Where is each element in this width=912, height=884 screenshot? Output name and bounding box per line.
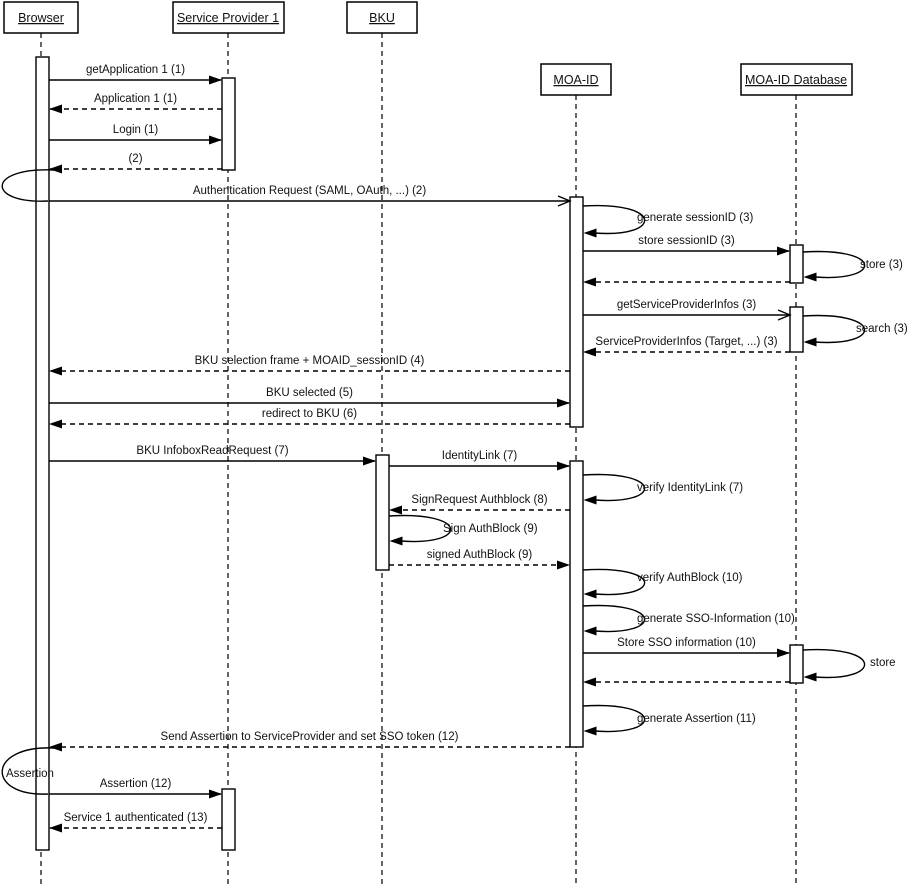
filled-arrowhead-icon — [209, 136, 222, 145]
self-message-label: store — [870, 657, 896, 669]
redirect-loop-label: Assertion — [6, 768, 54, 780]
message-application-1-1 — [49, 93, 222, 114]
message-send-assertion-to-serviceprovider-and-set-sso-token-12 — [49, 731, 570, 752]
activation-bar-moa-id — [570, 461, 583, 747]
filled-arrowhead-icon — [557, 462, 570, 471]
self-message-label: generate sessionID (3) — [637, 212, 754, 224]
filled-arrowhead-icon — [49, 420, 62, 429]
filled-arrowhead-icon — [389, 506, 402, 515]
self-loop-line — [803, 252, 865, 278]
filled-arrowhead-icon — [777, 247, 790, 256]
message-label: Service 1 authenticated (13) — [63, 812, 208, 824]
message-label: (2) — [128, 153, 143, 165]
actor-moa-id-database — [741, 64, 852, 95]
message-store-sso-information-10 — [583, 637, 790, 658]
self-loop-line — [583, 206, 645, 234]
self-message-generate-assertion-11 — [583, 706, 756, 736]
self-message-sign-authblock-9 — [389, 516, 538, 546]
filled-arrowhead-icon — [584, 590, 597, 599]
self-loop-line — [583, 475, 645, 501]
message-serviceproviderinfos-target-3 — [583, 336, 790, 357]
message-bku-selection-frame-moaid-sessionid-4 — [49, 355, 570, 376]
actor-label-browser: Browser — [18, 11, 64, 25]
self-loop-line — [803, 650, 865, 678]
self-message-generate-sessionid-3 — [583, 206, 754, 238]
filled-arrowhead-icon — [209, 790, 222, 799]
activation-bar-bku — [376, 455, 389, 570]
message-label: Assertion (12) — [99, 778, 172, 790]
self-message-store — [803, 650, 896, 682]
filled-arrowhead-icon — [49, 743, 62, 752]
message-label: Application 1 (1) — [93, 93, 178, 105]
message-label: Authentication Request (SAML, OAuth, ...) (2) — [192, 185, 427, 197]
self-message-label: store (3) — [860, 259, 903, 271]
message-getserviceproviderinfos-3 — [583, 299, 790, 320]
message-redirect-to-bku-6 — [49, 408, 570, 429]
activation-bar-moa-id-database — [790, 245, 803, 283]
message-service-1-authenticated-13 — [49, 812, 222, 833]
message-assertion-12 — [49, 778, 222, 799]
message-label: store sessionID (3) — [638, 235, 735, 247]
filled-arrowhead-icon — [584, 627, 597, 636]
filled-arrowhead-icon — [804, 338, 817, 347]
message-label: BKU InfoboxReadRequest (7) — [136, 445, 289, 457]
filled-arrowhead-icon — [49, 367, 62, 376]
message-identitylink-7 — [389, 450, 570, 471]
actor-bku — [347, 2, 417, 33]
message-return — [583, 678, 790, 687]
message-signrequest-authblock-8 — [389, 494, 570, 515]
message-label: signed AuthBlock (9) — [426, 549, 533, 561]
filled-arrowhead-icon — [557, 561, 570, 570]
message-bku-infoboxreadrequest-7 — [49, 445, 376, 466]
self-loop-line — [583, 706, 645, 732]
self-loop-line — [583, 569, 645, 594]
message-label: IdentityLink (7) — [441, 450, 518, 462]
filled-arrowhead-icon — [584, 229, 597, 238]
filled-arrowhead-icon — [584, 727, 597, 736]
filled-arrowhead-icon — [804, 673, 817, 682]
message-label: getServiceProviderInfos (3) — [616, 299, 757, 311]
actor-moa-id — [541, 64, 611, 95]
filled-arrowhead-icon — [390, 537, 403, 546]
filled-arrowhead-icon — [49, 824, 62, 833]
activation-bar-moa-id-database — [790, 307, 803, 352]
self-message-search-3 — [803, 316, 908, 347]
activation-bar-moa-id-database — [790, 645, 803, 683]
self-message-verify-authblock-10 — [583, 569, 743, 598]
message-signed-authblock-9 — [389, 549, 570, 570]
filled-arrowhead-icon — [49, 105, 62, 114]
filled-arrowhead-icon — [583, 278, 596, 287]
self-message-generate-sso-information-10 — [583, 606, 795, 636]
self-message-label: verify IdentityLink (7) — [637, 482, 744, 494]
actor-label-bku: BKU — [369, 11, 395, 25]
message-label: BKU selection frame + MOAID_sessionID (4) — [194, 355, 425, 367]
self-message-store-3 — [803, 252, 903, 282]
filled-arrowhead-icon — [584, 496, 597, 505]
filled-arrowhead-icon — [583, 348, 596, 357]
message-label: BKU selected (5) — [266, 387, 353, 399]
activation-bar-moa-id — [570, 197, 583, 427]
message-label: redirect to BKU (6) — [261, 408, 358, 420]
self-message-verify-identitylink-7 — [583, 475, 743, 505]
message-store-sessionid-3 — [583, 235, 790, 256]
actor-browser — [4, 2, 78, 33]
actor-label-moa-id-database: MOA-ID Database — [744, 73, 848, 87]
self-loop-line — [583, 606, 645, 632]
actor-label-service-provider-1: Service Provider 1 — [176, 11, 280, 25]
message-authentication-request-saml-oauth-2 — [49, 185, 570, 206]
message-getapplication-1-1 — [49, 64, 222, 85]
filled-arrowhead-icon — [557, 399, 570, 408]
message-label: ServiceProviderInfos (Target, ...) (3) — [595, 336, 778, 348]
self-message-label: verify AuthBlock (10) — [637, 572, 743, 584]
message-login-1 — [49, 124, 222, 145]
message-label: getApplication 1 (1) — [85, 64, 186, 76]
self-message-label: Sign AuthBlock (9) — [443, 523, 538, 535]
message-bku-selected-5 — [49, 387, 570, 408]
activation-bar-service-provider-1 — [222, 78, 235, 170]
message-label: Login (1) — [112, 124, 159, 136]
message-return — [583, 278, 790, 287]
message-label: Store SSO information (10) — [617, 637, 756, 649]
filled-arrowhead-icon — [804, 273, 817, 282]
self-message-label: generate Assertion (11) — [637, 713, 756, 725]
filled-arrowhead-icon — [363, 457, 376, 466]
message-2 — [49, 153, 222, 174]
activation-bar-browser — [36, 57, 49, 850]
filled-arrowhead-icon — [777, 649, 790, 658]
message-label: SignRequest Authblock (8) — [411, 494, 548, 506]
activation-bar-service-provider-1 — [222, 789, 235, 850]
filled-arrowhead-icon — [583, 678, 596, 687]
filled-arrowhead-icon — [49, 165, 62, 174]
filled-arrowhead-icon — [209, 76, 222, 85]
self-loop-line — [389, 516, 451, 542]
message-label: Send Assertion to ServiceProvider and set SSO token (12) — [160, 731, 459, 743]
actor-service-provider-1 — [173, 2, 284, 33]
self-message-label: search (3) — [856, 323, 908, 335]
actor-label-moa-id: MOA-ID — [553, 73, 599, 87]
self-message-label: generate SSO-Information (10) — [637, 613, 795, 625]
